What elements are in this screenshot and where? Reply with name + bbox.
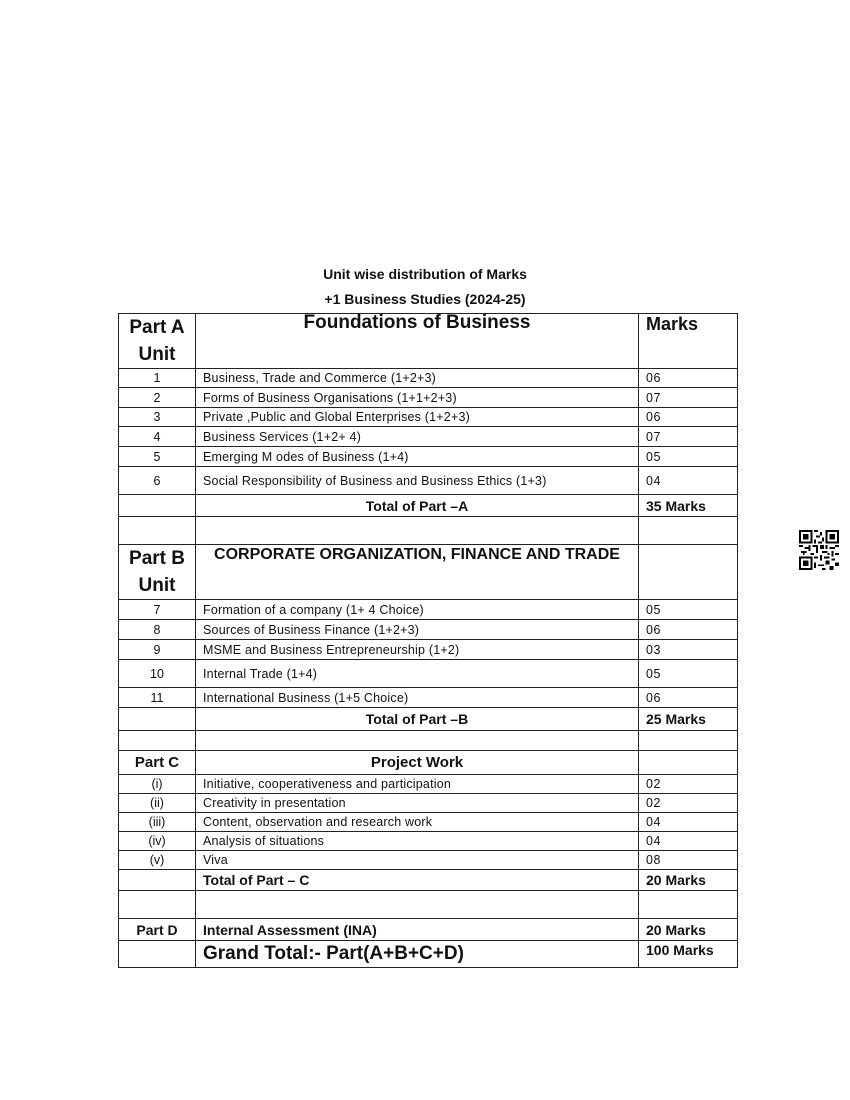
table-row [119, 688, 738, 708]
unit-topic: Viva [196, 851, 639, 870]
part-a-total-marks: 35 Marks [639, 495, 738, 517]
unit-number: (iii) [119, 813, 196, 832]
unit-number: 2 [119, 388, 196, 408]
unit-number: 5 [119, 447, 196, 467]
unit-marks: 04 [639, 467, 738, 495]
unit-marks: 06 [639, 688, 738, 708]
unit-number: (i) [119, 775, 196, 794]
table-row [119, 851, 738, 870]
unit-marks: 07 [639, 427, 738, 447]
unit-number: 9 [119, 640, 196, 660]
unit-topic: Business Services (1+2+ 4) [196, 427, 639, 447]
part-b-header-row [119, 545, 738, 600]
unit-number: (iv) [119, 832, 196, 851]
unit-topic: Creativity in presentation [196, 794, 639, 813]
unit-number: (ii) [119, 794, 196, 813]
unit-marks: 04 [639, 832, 738, 851]
unit-topic: Internal Trade (1+4) [196, 660, 639, 688]
unit-number: 7 [119, 600, 196, 620]
unit-marks: 02 [639, 775, 738, 794]
part-b-total-marks: 25 Marks [639, 708, 738, 731]
table-row [119, 640, 738, 660]
part-c-total-label: Total of Part – C [196, 870, 639, 891]
unit-number: 6 [119, 467, 196, 495]
table-row [119, 467, 738, 495]
unit-marks: 06 [639, 369, 738, 388]
unit-marks: 05 [639, 660, 738, 688]
unit-number: 8 [119, 620, 196, 640]
unit-number: 3 [119, 408, 196, 427]
part-b-total-label: Total of Part –B [196, 708, 639, 731]
unit-topic: Emerging M odes of Business (1+4) [196, 447, 639, 467]
part-c-total-row [119, 870, 738, 891]
unit-topic: Analysis of situations [196, 832, 639, 851]
unit-marks: 06 [639, 408, 738, 427]
unit-marks: 02 [639, 794, 738, 813]
table-row [119, 813, 738, 832]
grand-total-label: Grand Total:- Part(A+B+C+D) [196, 941, 639, 968]
part-b-heading: CORPORATE ORGANIZATION, FINANCE AND TRADE [196, 545, 639, 600]
part-c-total-marks: 20 Marks [639, 870, 738, 891]
part-d-marks: 20 Marks [639, 919, 738, 941]
part-c-header-row [119, 751, 738, 775]
unit-marks: 08 [639, 851, 738, 870]
table-row [119, 794, 738, 813]
unit-number: 10 [119, 660, 196, 688]
part-b-unit-label: Part B Unit [119, 545, 196, 600]
unit-topic: International Business (1+5 Choice) [196, 688, 639, 708]
unit-number: (v) [119, 851, 196, 870]
unit-topic: Private ,Public and Global Enterprises (1+2+3) [196, 408, 639, 427]
unit-number: 11 [119, 688, 196, 708]
spacer-row [119, 891, 738, 919]
marks-column-header: Marks [639, 314, 738, 369]
part-c-label: Part C [119, 751, 196, 775]
unit-number: 4 [119, 427, 196, 447]
grand-total-marks: 100 Marks [639, 941, 738, 968]
unit-topic: Content, observation and research work [196, 813, 639, 832]
document-subtitle: +1 Business Studies (2024-25) [324, 291, 526, 307]
unit-topic: Initiative, cooperativeness and participation [196, 775, 639, 794]
part-a-header-row [119, 314, 738, 369]
table-row [119, 620, 738, 640]
marks-distribution-table [118, 313, 738, 968]
table-row [119, 660, 738, 688]
spacer-row [119, 731, 738, 751]
unit-topic: Social Responsibility of Business and Business Ethics (1+3) [196, 467, 639, 495]
table-row [119, 427, 738, 447]
table-row [119, 775, 738, 794]
qr-code-icon [799, 530, 839, 570]
part-b-total-row [119, 708, 738, 731]
part-a-total-label: Total of Part –A [196, 495, 639, 517]
table-row [119, 408, 738, 427]
spacer-row [119, 517, 738, 545]
document-title: Unit wise distribution of Marks [323, 266, 527, 282]
grand-total-row [119, 941, 738, 968]
unit-marks: 07 [639, 388, 738, 408]
unit-topic: Forms of Business Organisations (1+1+2+3) [196, 388, 639, 408]
part-c-heading: Project Work [196, 751, 639, 775]
unit-topic: Sources of Business Finance (1+2+3) [196, 620, 639, 640]
part-a-unit-label: Part A Unit [119, 314, 196, 369]
table-row [119, 832, 738, 851]
unit-marks: 06 [639, 620, 738, 640]
part-d-topic: Internal Assessment (INA) [196, 919, 639, 941]
part-a-heading: Foundations of Business [196, 314, 639, 369]
table-row [119, 600, 738, 620]
unit-topic: Formation of a company (1+ 4 Choice) [196, 600, 639, 620]
table-row [119, 388, 738, 408]
unit-topic: MSME and Business Entrepreneurship (1+2) [196, 640, 639, 660]
part-d-label: Part D [119, 919, 196, 941]
unit-marks: 03 [639, 640, 738, 660]
unit-number: 1 [119, 369, 196, 388]
unit-marks: 05 [639, 600, 738, 620]
table-row [119, 369, 738, 388]
part-a-total-row [119, 495, 738, 517]
table-row [119, 447, 738, 467]
unit-marks: 04 [639, 813, 738, 832]
unit-topic: Business, Trade and Commerce (1+2+3) [196, 369, 639, 388]
unit-marks: 05 [639, 447, 738, 467]
part-d-row [119, 919, 738, 941]
